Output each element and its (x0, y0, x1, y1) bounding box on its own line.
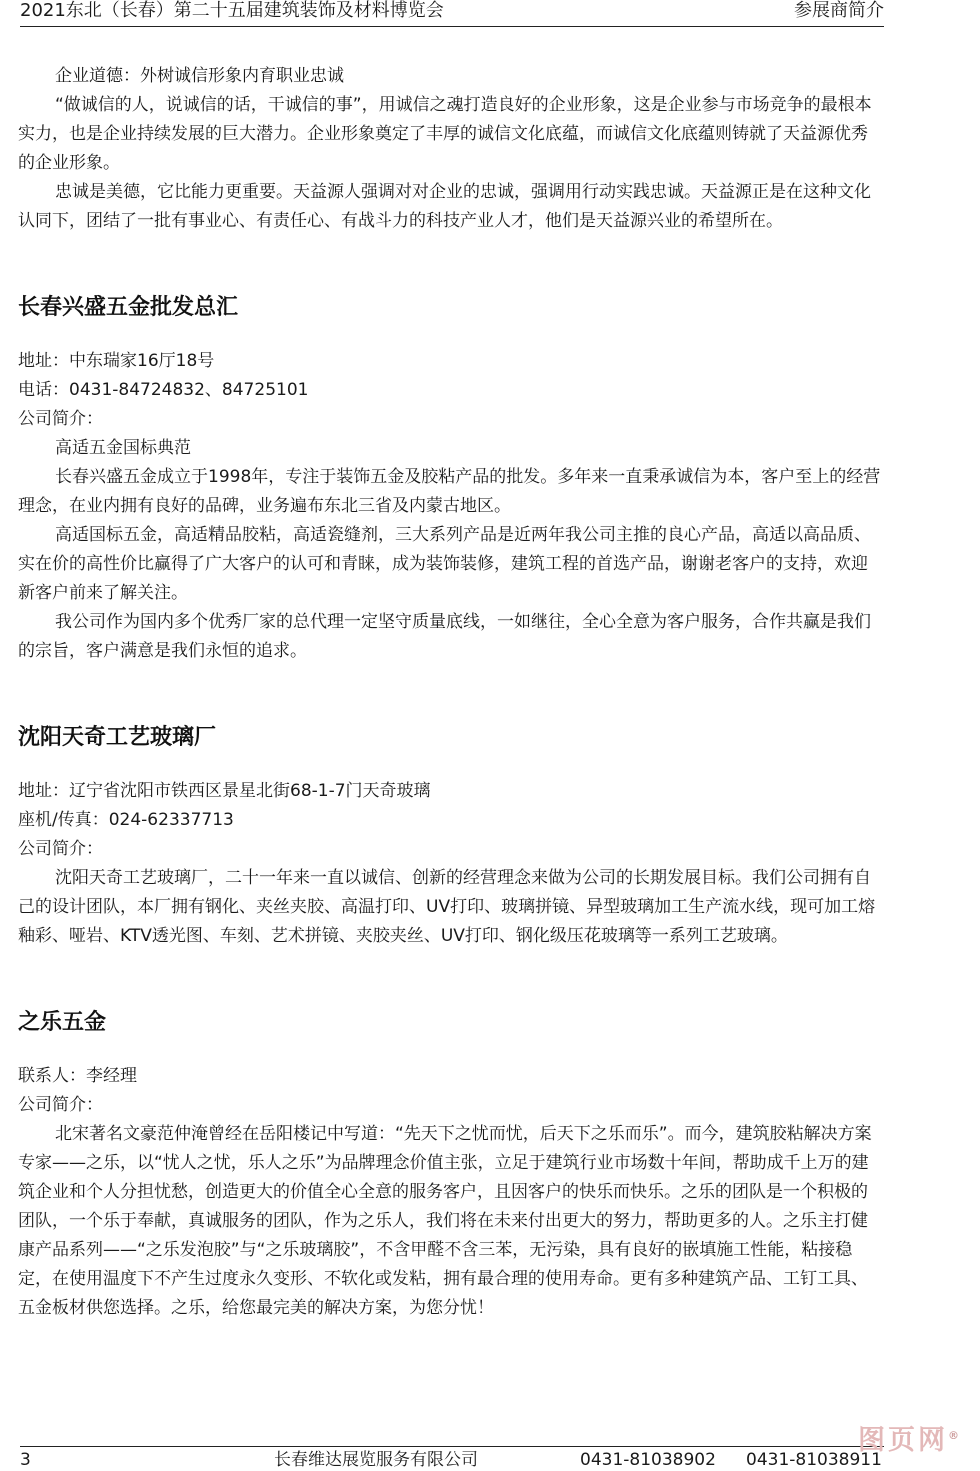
company-intro-label: 公司简介： (18, 839, 103, 859)
footer-phone: 0431-81038911 (746, 1450, 882, 1470)
intro-section (18, 62, 884, 236)
company-section-tianqi (18, 723, 884, 951)
company-intro-label: 公司简介： (18, 1095, 103, 1115)
header-section: 参展商简介 (794, 0, 884, 21)
company-contact: 联系人：李经理 (18, 1066, 137, 1086)
intro-paragraph: 忠诚是美德，它比能力更重要。天益源人强调对对企业的忠诚，强调用行动实践忠诚。天益源正是在这种文化认同下，团结了一批有事业心、有责任心、有战斗力的科技产业人才，他们是天益源兴业的希望所在。 (18, 182, 871, 231)
company-title: 沈阳天奇工艺玻璃厂 (18, 725, 217, 750)
intro-paragraph: 企业道德：外树诚信形象内育职业忠诚 (55, 66, 344, 86)
company-address: 地址：中东瑞家16厅18号 (18, 351, 215, 371)
company-paragraph: 高适五金国标典范 (55, 438, 191, 458)
company-section-xingsheng (18, 293, 884, 666)
company-phone: 电话：0431-84724832、84725101 (18, 380, 309, 400)
page-footer (20, 1446, 884, 1470)
footer-company: 长春维达展览服务有限公司 (274, 1450, 478, 1470)
watermark-text: 图页网 (858, 1425, 948, 1456)
company-paragraph: 沈阳天奇工艺玻璃厂，二十一年来一直以诚信、创新的经营理念来做为公司的长期发展目标。我们公司拥有自己的设计团队，本厂拥有钢化、夹丝夹胶、高温打印、UV打印、玻璃拼镜、异型玻璃加工生产流水线，现可加工熔釉彩、哑岩、KTV透光图、车刻、艺术拼镜、夹胶夹丝、UV打印、钢化级压花玻璃等一系列工艺玻璃。 (18, 868, 876, 946)
footer-phone: 0431-81038902 (580, 1450, 716, 1470)
company-title: 长春兴盛五金批发总汇 (18, 295, 239, 320)
company-paragraph: 我公司作为国内多个优秀厂家的总代理一定坚守质量底线，一如继往，全心全意为客户服务，合作共赢是我们的宗旨，客户满意是我们永恒的追求。 (18, 612, 871, 661)
page-content (18, 62, 884, 1323)
page-header (20, 0, 884, 27)
company-title: 之乐五金 (18, 1010, 107, 1035)
company-section-zhile (18, 1008, 884, 1323)
company-intro-label: 公司简介： (18, 409, 103, 429)
page-number: 3 (20, 1450, 31, 1470)
company-phone: 座机/传真：024-62337713 (18, 810, 234, 830)
header-title: 2021东北（长春）第二十五届建筑装饰及材料博览会 (20, 0, 444, 21)
intro-paragraph: “做诚信的人，说诚信的话，干诚信的事”，用诚信之魂打造良好的企业形象，这是企业参与市场竞争的最根本实力，也是企业持续发展的巨大潜力。企业形象奠定了丰厚的诚信文化底蕴，而诚信文化底蕴则铸就了天益源优秀的企业形象。 (18, 95, 872, 173)
company-paragraph: 高适国标五金，高适精品胶粘，高适瓷缝剂，三大系列产品是近两年我公司主推的良心产品，高适以高品质、实在价的高性价比赢得了广大客户的认可和青睐，成为装饰装修，建筑工程的首选产品，谢谢老客户的支持，欢迎新客户前来了解关注。 (18, 525, 871, 603)
company-paragraph: 长春兴盛五金成立于1998年，专注于装饰五金及胶粘产品的批发。多年来一直秉承诚信为本，客户至上的经营理念，在业内拥有良好的品碑，业务遍布东北三省及内蒙古地区。 (18, 467, 881, 516)
company-paragraph: 北宋著名文豪范仲淹曾经在岳阳楼记中写道：“先天下之忧而忧，后天下之乐而乐”。而今，建筑胶粘解决方案专家——之乐，以“忧人之忧，乐人之乐”为品牌理念价值主张，立足于建筑行业市场数十年间，帮助成千上万的建筑企业和个人分担忧愁，创造更大的价值全心全意的服务客户，且因客户的快乐而快乐。之乐的团队是一个积极的团队，一个乐于奉献，真诚服务的团队，作为之乐人，我们将在未来付出更大的努力，帮助更多的人。之乐主打健康产品系列——“之乐发泡胶”与“之乐玻璃胶”，不含甲醛不含三苯，无污染，具有良好的嵌填施工性能，粘接稳定，在使用温度下不产生过度永久变形、不软化或发粘，拥有最合理的使用寿命。更有多种建筑产品、工钉工具、五金板材供您选择。之乐，给您最完美的解决方案，为您分忧！ (18, 1124, 872, 1318)
registered-mark: ® (948, 1429, 962, 1442)
watermark (858, 1418, 962, 1457)
company-address: 地址：辽宁省沈阳市铁西区景星北街68-1-7门天奇玻璃 (18, 781, 431, 801)
